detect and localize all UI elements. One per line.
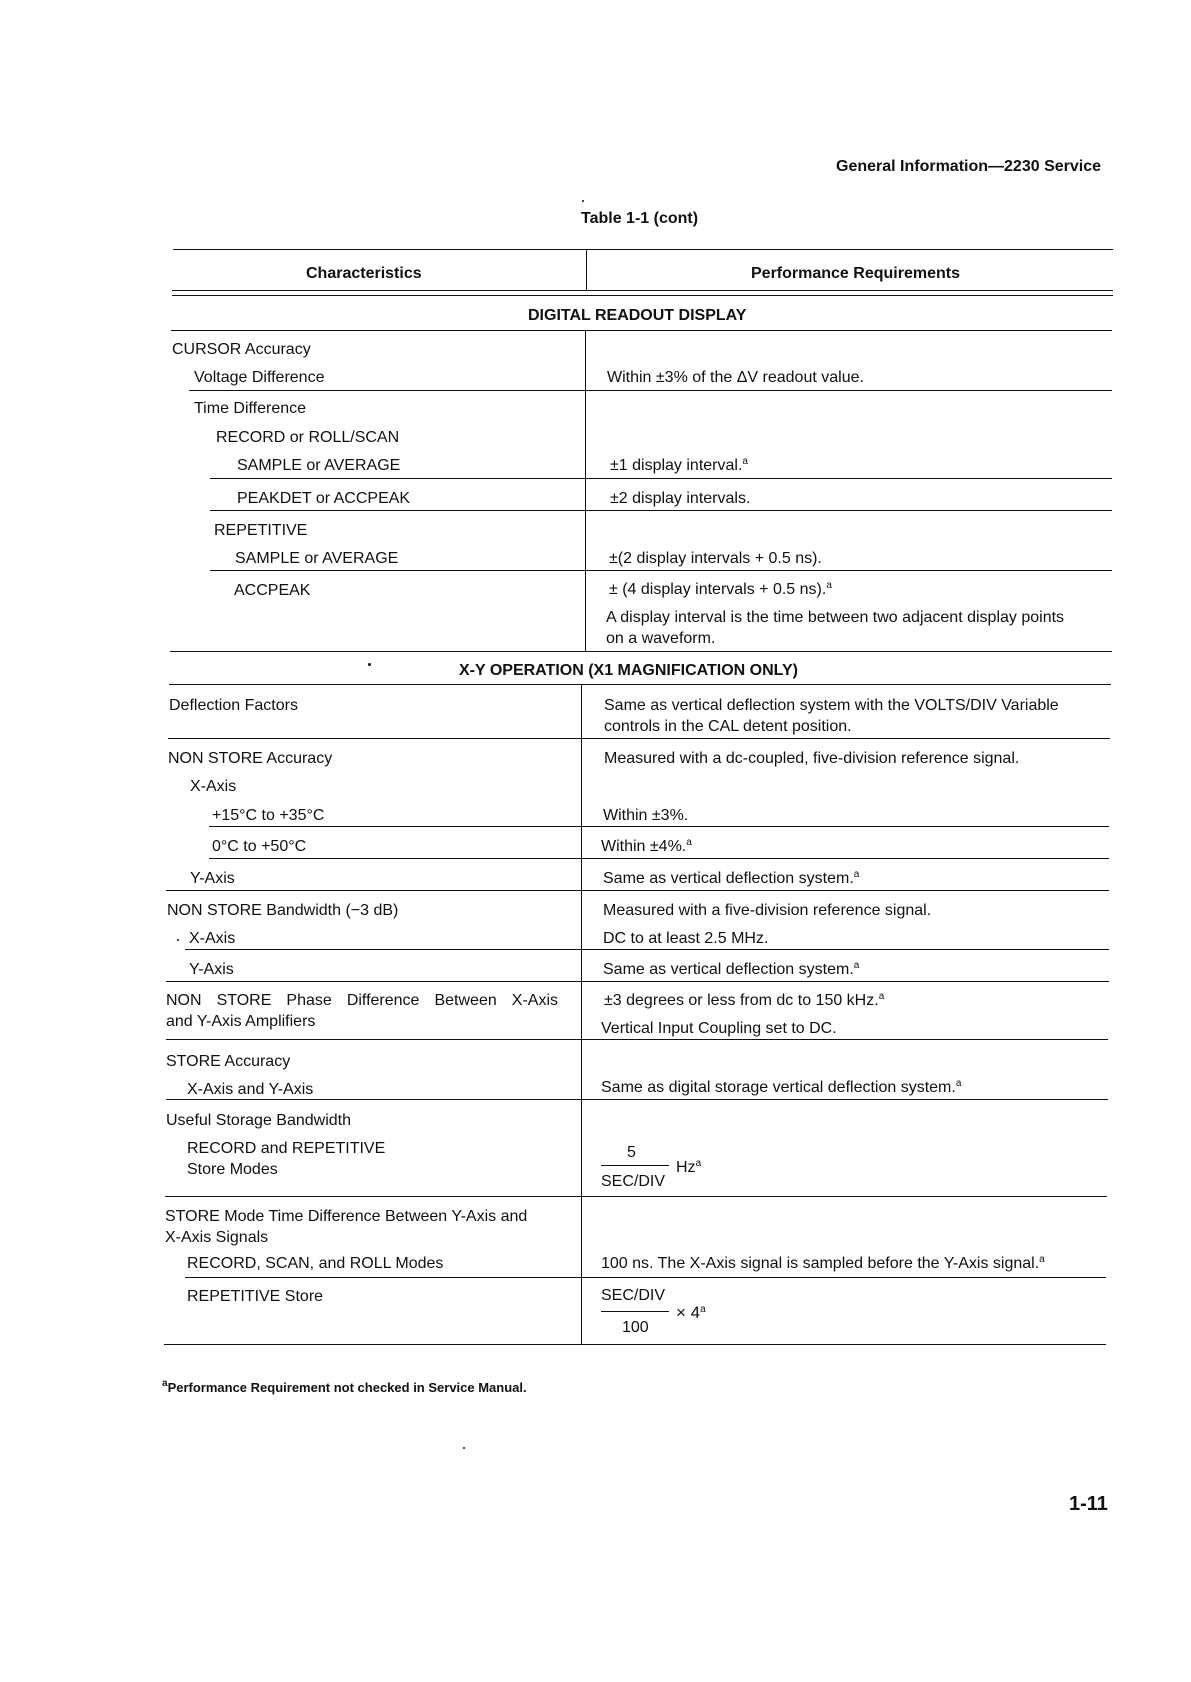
row-label: 0°C to +50°C xyxy=(212,838,307,855)
column-separator xyxy=(586,249,587,291)
row-label: X-Axis and Y-Axis xyxy=(187,1081,314,1098)
row-rule xyxy=(166,1099,1108,1100)
row-value-text: Same as vertical deflection system. xyxy=(603,961,854,978)
section-rule xyxy=(169,684,1111,685)
footnote-marker: a xyxy=(853,960,860,971)
row-value-text: ±3 degrees or less from dc to 150 kHz. xyxy=(604,992,879,1009)
fraction-unit-text: Hz xyxy=(676,1159,696,1176)
fraction-denominator: SEC/DIV xyxy=(601,1173,666,1190)
row-value-text: Within ±4%. xyxy=(601,838,687,855)
row-label: Voltage Difference xyxy=(194,369,325,386)
page-number: 1-11 xyxy=(1069,1493,1108,1515)
row-value xyxy=(609,580,832,599)
row-rule xyxy=(210,478,1112,479)
row-rule xyxy=(185,949,1109,950)
row-value xyxy=(610,456,748,475)
row-rule xyxy=(209,826,1109,827)
stray-dot xyxy=(463,1447,465,1449)
row-label: PEAKDET or ACCPEAK xyxy=(237,490,411,507)
footnote-marker: a xyxy=(695,1158,702,1169)
section-heading-xy-operation: X-Y OPERATION (X1 MAGNIFICATION ONLY) xyxy=(459,662,798,679)
footnote-marker: a xyxy=(853,869,860,880)
row-label: RECORD, SCAN, and ROLL Modes xyxy=(187,1255,444,1272)
footnote-marker: a xyxy=(955,1078,962,1089)
row-value xyxy=(601,1254,1045,1273)
header-double-rule-1 xyxy=(172,290,1113,291)
running-head: General Information—2230 Service xyxy=(836,158,1101,175)
section-heading-digital-readout: DIGITAL READOUT DISPLAY xyxy=(528,307,747,324)
row-label: X-Axis xyxy=(190,778,237,795)
row-rule xyxy=(166,981,1109,982)
fraction-bar xyxy=(601,1165,669,1166)
fraction-bar xyxy=(601,1311,669,1312)
fraction-denominator: 100 xyxy=(622,1319,649,1336)
table-bottom-rule xyxy=(164,1344,1106,1345)
row-label: Deflection Factors xyxy=(169,697,298,714)
column-separator xyxy=(581,684,582,1344)
row-label: CURSOR Accuracy xyxy=(172,341,311,358)
row-note: A display interval is the time between two adjacent display points xyxy=(606,609,1065,626)
stray-dot xyxy=(582,200,584,202)
fraction-multiplier xyxy=(676,1303,706,1322)
column-header-characteristics: Characteristics xyxy=(306,265,422,282)
footnote-marker: a xyxy=(162,1378,168,1389)
row-label: RECORD and REPETITIVE xyxy=(187,1140,386,1157)
row-label: STORE Mode Time Difference Between Y-Axis and xyxy=(165,1208,528,1225)
fraction-unit xyxy=(676,1158,701,1177)
row-rule xyxy=(165,1196,1107,1197)
row-label: NON STORE Accuracy xyxy=(168,750,333,767)
column-separator xyxy=(585,330,586,651)
row-value: Within ±3% of the ΔV readout value. xyxy=(607,369,864,386)
row-label: +15°C to +35°C xyxy=(212,807,325,824)
row-value: Measured with a dc-coupled, five-division reference signal. xyxy=(604,750,1020,767)
row-value xyxy=(601,1078,961,1097)
row-rule xyxy=(166,1039,1108,1040)
stray-dot xyxy=(368,663,371,666)
row-label: STORE Accuracy xyxy=(166,1053,291,1070)
row-rule xyxy=(185,1277,1106,1278)
row-value: ±2 display intervals. xyxy=(610,490,751,507)
row-label: SAMPLE or AVERAGE xyxy=(235,550,399,567)
row-value xyxy=(601,837,692,856)
row-label: Y-Axis xyxy=(189,961,234,978)
footnote-marker: a xyxy=(700,1304,706,1315)
row-rule xyxy=(210,570,1112,571)
row-value: DC to at least 2.5 MHz. xyxy=(603,930,769,947)
row-value-text: Same as digital storage vertical deflection system. xyxy=(601,1079,956,1096)
header-double-rule-2 xyxy=(172,295,1113,296)
row-value: Within ±3%. xyxy=(603,807,689,824)
row-label: Useful Storage Bandwidth xyxy=(166,1112,351,1129)
footnote-marker: a xyxy=(826,580,832,591)
row-rule xyxy=(209,858,1109,859)
table-title: Table 1-1 (cont) xyxy=(581,210,699,227)
row-label: ACCPEAK xyxy=(234,582,311,599)
fraction-numerator: SEC/DIV xyxy=(601,1287,666,1304)
row-rule xyxy=(210,510,1112,511)
row-label: and Y-Axis Amplifiers xyxy=(166,1013,316,1030)
row-value-text: ± (4 display intervals + 0.5 ns). xyxy=(609,581,827,598)
row-value xyxy=(604,991,884,1010)
row-value xyxy=(603,869,859,888)
row-value-text: 100 ns. The X-Axis signal is sampled before the Y-Axis signal. xyxy=(601,1255,1040,1272)
row-value-text: ±1 display interval. xyxy=(610,457,743,474)
table-top-rule xyxy=(173,249,1113,250)
row-label: REPETITIVE xyxy=(214,522,308,539)
row-rule xyxy=(166,890,1109,891)
row-label: RECORD or ROLL/SCAN xyxy=(216,429,400,446)
stray-dot xyxy=(177,939,179,941)
footnote-marker: a xyxy=(686,837,692,848)
fraction-numerator: 5 xyxy=(627,1144,636,1161)
row-note: on a waveform. xyxy=(606,630,716,647)
row-rule xyxy=(168,738,1110,739)
column-header-performance: Performance Requirements xyxy=(751,265,960,282)
row-rule xyxy=(189,390,1112,391)
row-label: Store Modes xyxy=(187,1161,278,1178)
row-value: ±(2 display intervals + 0.5 ns). xyxy=(609,550,822,567)
table-footnote xyxy=(162,1378,527,1397)
row-value: Vertical Input Coupling set to DC. xyxy=(601,1020,837,1037)
row-value xyxy=(603,960,859,979)
fraction-multiplier-text: × 4 xyxy=(676,1303,701,1322)
footnote-marker: a xyxy=(878,991,885,1002)
footnote-text: Performance Requirement not checked in Service Manual. xyxy=(167,1380,527,1395)
row-label: Time Difference xyxy=(194,400,307,417)
row-label: NON STORE Phase Difference Between X-Axis xyxy=(166,992,558,1009)
section-rule xyxy=(171,330,1112,331)
row-label: REPETITIVE Store xyxy=(187,1288,324,1305)
row-label: SAMPLE or AVERAGE xyxy=(237,457,401,474)
row-value-text: Same as vertical deflection system. xyxy=(603,870,854,887)
row-label: X-Axis xyxy=(189,930,236,947)
row-label: NON STORE Bandwidth (−3 dB) xyxy=(167,902,399,919)
footnote-marker: a xyxy=(742,456,748,467)
section-rule xyxy=(170,651,1112,652)
row-value: Same as vertical deflection system with the VOLTS/DIV Variable xyxy=(604,697,1059,714)
row-value: Measured with a five-division reference signal. xyxy=(603,902,932,919)
row-value: controls in the CAL detent position. xyxy=(604,718,852,735)
row-label: X-Axis Signals xyxy=(165,1229,269,1246)
footnote-marker: a xyxy=(1039,1254,1045,1265)
row-label: Y-Axis xyxy=(190,870,235,887)
